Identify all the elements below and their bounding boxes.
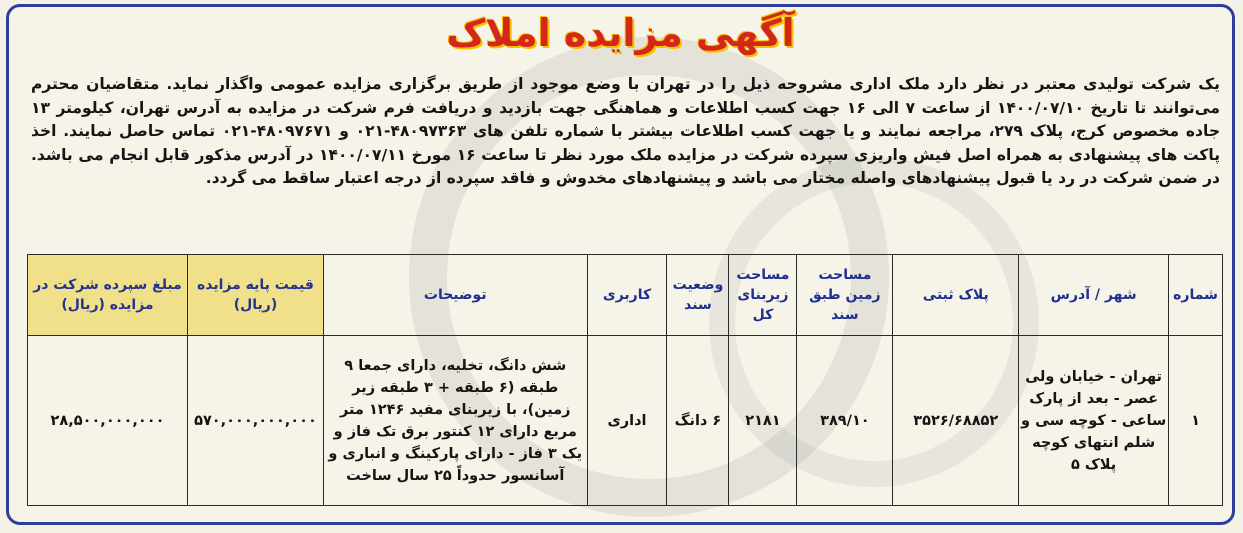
cell-deed-status: ۶ دانگ xyxy=(667,336,729,506)
table-header-row xyxy=(28,255,1223,336)
cell-built-area: ۲۱۸۱ xyxy=(729,336,797,506)
header-description: توضیحات xyxy=(323,255,587,336)
header-built-area: مساحت زیربنای کل xyxy=(729,255,797,336)
header-address: شهر / آدرس xyxy=(1019,255,1169,336)
cell-address: تهران - خیابان ولی عصر - بعد از پارک ساعی - کوچه سی و شلم انتهای کوچه پلاک ۵ xyxy=(1019,336,1169,506)
cell-land-area: ۳۸۹/۱۰ xyxy=(797,336,893,506)
property-table xyxy=(27,254,1223,506)
header-usage: کاربری xyxy=(587,255,667,336)
notice-body xyxy=(31,73,1220,191)
header-land-area: مساحت زمین طبق سند xyxy=(797,255,893,336)
header-plate: پلاک ثبتی xyxy=(893,255,1019,336)
cell-base-price: ۵۷۰,۰۰۰,۰۰۰,۰۰۰ xyxy=(187,336,323,506)
cell-usage: اداری xyxy=(587,336,667,506)
notice-title: آگهی مزایده املاک xyxy=(446,11,795,55)
header-deed-status: وضعیت سند xyxy=(667,255,729,336)
header-base-price: قیمت پایه مزایده (ریال) xyxy=(187,255,323,336)
notice-frame xyxy=(6,4,1235,525)
cell-deposit: ۲۸,۵۰۰,۰۰۰,۰۰۰ xyxy=(28,336,188,506)
cell-number: ۱ xyxy=(1169,336,1223,506)
cell-description: شش دانگ، تخلیه، دارای جمعا ۹ طبقه (۶ طبقه + ۳ طبقه زیر زمین)، با زیربنای مفید ۱۲۴۶ متر مربع دارای ۱۲ کنتور برق تک فاز و یک ۳ فاز - دارای پارکینگ و انباری و آسانسور حدوداً ۲۵ سال ساخت xyxy=(323,336,587,506)
notice-paragraph: یک شرکت تولیدی معتبر در نظر دارد ملک اداری مشروحه ذیل را در تهران با وضع موجود از طریق برگزاری مزایده عمومی واگذار نماید. متقاضیان محترم می‌توانند تا تاریخ ۱۴۰۰/۰۷/۱۰ از ساعت ۷ الی ۱۶ جهت کسب اطلاعات و هماهنگی جهت بازدید و دریافت فرم شرکت در مزایده به آدرس تهران، کیلومتر ۱۳ جاده مخصوص کرج، پلاک ۲۷۹، مراجعه نمایند و یا جهت کسب اطلاعات بیشتر با شماره تلفن های ۴۸۰۹۷۳۶۳-۰۲۱ و ۴۸۰۹۷۶۷۱-۰۲۱ تماس حاصل نمایند. اخذ پاکت های پیشنهادی به همراه اصل فیش واریزی سپرده شرکت در مزایده ملک مورد نظر تا ساعت ۱۶ مورخ ۱۴۰۰/۰۷/۱۱ در آدرس مذکور قابل انجام می باشد. در ضمن شرکت در رد یا قبول پیشنهادهای واصله مختار می باشد و پیشنهادهای مخدوش و فاقد سپرده از درجه اعتبار ساقط می گردد. xyxy=(31,75,1221,187)
header-number: شماره xyxy=(1169,255,1223,336)
header-deposit: مبلغ سپرده شرکت در مزایده (ریال) xyxy=(28,255,188,336)
table-row xyxy=(28,336,1223,506)
cell-plate: ۳۵۲۶/۶۸۸۵۲ xyxy=(893,336,1019,506)
